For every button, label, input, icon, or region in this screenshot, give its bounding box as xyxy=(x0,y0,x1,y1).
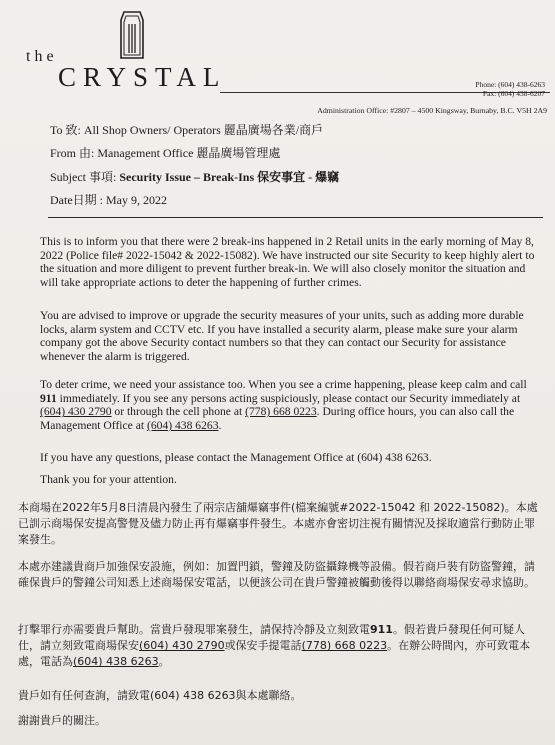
logo-crystal: CRYSTAL xyxy=(58,62,227,92)
phone-number: Phone: (604) 438-6263 xyxy=(475,80,545,89)
date-value: May 9, 2022 xyxy=(106,193,167,207)
memo-subject xyxy=(50,168,339,185)
chinese-paragraph-2: 本處亦建議貴商戶加強保安設施，例如：加置門鎖，警鐘及防盜攝錄機等設備。假若商戶裝有防盜警鐘，請確保貴戶的警鐘公司知悉上述商場保安電話，以便該公司在貴戶警鐘被觸動後得以聯絡商場保安尋求協助。 xyxy=(18,560,535,589)
to-value: All Shop Owners/ Operators 麗晶廣場各業/商戶 xyxy=(83,123,324,137)
english-paragraph-3: To deter crime, we need your assistance too. When you see a crime happening, please keep calm and call 911 immediately. If you see any persons acting suspiciously, please contact our Security immediately at (604) 430 2790 or through the cell phone at (778) 668 0223. During office hours, you can also call the Management Office at (604) 438 6263. xyxy=(40,378,527,433)
chinese-paragraph-5: 謝謝貴戶的關注。 xyxy=(18,714,106,727)
management-phone: (604) 438 6263 xyxy=(147,419,219,433)
chinese-paragraph-3: 打擊罪行亦需要貴戶幫助。當貴戶發現罪案發生，請保持冷靜及立刻致電911。假若貴戶發現任何可疑人仕，請立刻致電商場保安(604) 430 2790或保安手提電話(778) 668 0223。在辦公時間內，亦可致電本處，電話為(604) 438 6263。 xyxy=(18,623,531,668)
crystal-logo-icon xyxy=(118,10,146,60)
to-label: To 致: xyxy=(50,123,81,137)
date-label: Date日期 : xyxy=(50,193,103,207)
english-paragraph-1: This is to inform you that there were 2 break-ins happened in 2 Retail units in the early morning of May 8, 2022 (Police file# 2022-15042 & 2022-15082). We have instructed our site Security to keep highly alert to the situation and more diligent to prevent further break-in. We will also closely monitor the situation and will take appropriate actions to deter the happening of further crimes. xyxy=(40,235,535,290)
from-label: From 由: xyxy=(50,146,95,160)
from-value: Management Office 麗晶廣場管理處 xyxy=(97,146,281,160)
memo-from xyxy=(50,144,280,161)
memo-to xyxy=(50,121,323,138)
logo-the: the xyxy=(26,48,58,65)
office-address: Administration Office: #2807 – 4500 Kingsway, Burnaby, B.C. V5H 2A9 xyxy=(317,106,547,115)
memo-date xyxy=(50,191,167,208)
security-phone: (604) 430 2790 xyxy=(40,405,112,419)
memo-divider xyxy=(48,217,543,218)
cell-phone: (778) 668 0223 xyxy=(245,405,317,419)
fax-number: Fax: (604) 438-6207 xyxy=(482,89,545,98)
chinese-paragraph-4: 貴戶如有任何查詢，請致電(604) 438 6263與本處聯絡。 xyxy=(18,689,302,702)
english-paragraph-5: Thank you for your attention. xyxy=(40,473,177,486)
subject-value: Security Issue – Break-Ins 保安事宜 - 爆竊 xyxy=(119,170,340,184)
english-paragraph-4: If you have any questions, please contact the Management Office at (604) 438 6263. xyxy=(40,451,432,464)
chinese-paragraph-1: 本商場在2022年5月8日清晨內發生了兩宗店舖爆竊事件(檔案編號#2022-15042 和 2022-15082)。本處已訓示商場保安提高警覺及儘力防止再有爆竊事件發生。本處亦會密切注視有關情況及採取適當行動防止罪案發生。 xyxy=(18,501,538,546)
subject-label: Subject 事項: xyxy=(50,170,117,184)
contact-block xyxy=(475,80,545,98)
emergency-number: 911 xyxy=(40,391,57,405)
english-paragraph-2: You are advised to improve or upgrade the security measures of your units, such as adding more durable locks, alarm system and CCTV etc. If you have installed a security alarm, please make sure your alarm company got the above Security contact numbers so that they can contact our Security for assistance whenever the alarm is triggered. xyxy=(40,309,524,364)
